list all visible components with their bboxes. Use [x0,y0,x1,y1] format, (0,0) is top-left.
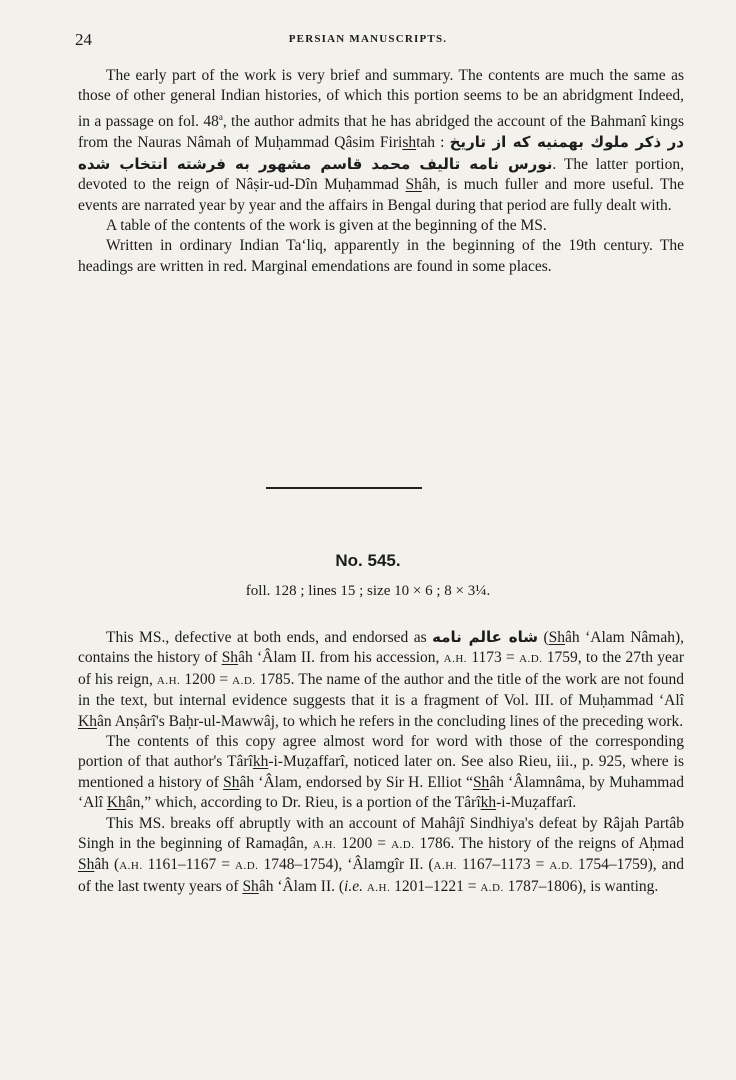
paragraph: The contents of this copy agree almost word for word with those of the corresponding portion of that author's Târîkh-i-Muẓaffarî, noticed later on. See also Rieu, iii., p. 925, where is mentioned a history of Shâh ‘Âlam, endorsed by Sir H. Elliot “Shâh ‘Âlamnâma, by Muhammad ‘Alî Khân,” which, according to Dr. Rieu, is a portion of the Târîkh-i-Muẓaffarî. [78,733,684,812]
section-divider [266,487,422,489]
collation-line: foll. 128 ; lines 15 ; size 10 × 6 ; 8 × 3¼. [245,583,491,599]
entry-text [78,627,684,898]
persian-title: شاه عالم نامه [432,628,538,646]
paragraph: This MS., defective at both ends, and endorsed as شاه عالم نامه (Shâh ‘Alam Nâmah), contains the history of Shâh ‘Âlam II. from his accession, A.H. 1173 = A.D. 1759, to the 27th year of his reign, A.H. 1200 = A.D. 1785. The name of the author and the title of the work are not found in the text, but internal evidence suggests that it is a fragment of Vol. III. of Muḥammad ‘Alî Khân Anṣârî's Baḥr-ul-Mawwâj, to which he refers in the concluding lines of the preceding work. [78,628,684,730]
previous-entry-text [78,66,684,277]
paragraph: This MS. breaks off abruptly with an account of Mahâjî Sindhiya's defeat by Râjah Partâb Singh in the beginning of Ramaḍân, A.H. 1200 = A.D. 1786. The history of the reigns of Aḥmad Shâh (A.H. 1161–1167 = A.D. 1748–1754), ‘Âlamgîr II. (A.H. 1167–1173 = A.D. 1754–1759), and of the last twenty years of Shâh ‘Âlam II. (i.e. A.H. 1201–1221 = A.D. 1787–1806), is wanting. [78,814,685,895]
persian-quotation: در ذکر ملوك بهمنیه که از تاریخ نورس نامه تالیف محمد قاسم مشهور به فرشته انتخاب شده [78,133,685,173]
page-number: 24 [75,30,92,49]
paragraph: A table of the contents of the work is given at the beginning of the MS. [106,217,547,234]
running-head: PERSIAN MANUSCRIPTS. [288,33,448,45]
entry-title: No. 545. [335,551,401,570]
paragraph: Written in ordinary Indian Ta‘liq, apparently in the beginning of the 19th century. The headings are written in red. Marginal emendations are found in some places. [78,237,684,275]
paragraph: The early part of the work is very brief and summary. The contents are much the same as those of other general Indian histories, of which this portion seems to be an abridgment Indeed, in a passage on fol. 48$^a$, the author admits that he has abridged the account of the Bahmanî kings from the Nauras Nâmah of Muḥammad Qâsim Firishtah : در ذکر ملوك بهمنیه که از تاریخ نورس نامه تالیف محمد قاسم مشهور به فرشته انتخاب شده. The latter portion, devoted to the reign of Nâṣir-ud-Dîn Muḥammad Shâh, is much fuller and more useful. The events are narrated year by year and the affairs in Bengal during that period are fully dealt with. [78,67,685,214]
page-header [0,30,736,54]
